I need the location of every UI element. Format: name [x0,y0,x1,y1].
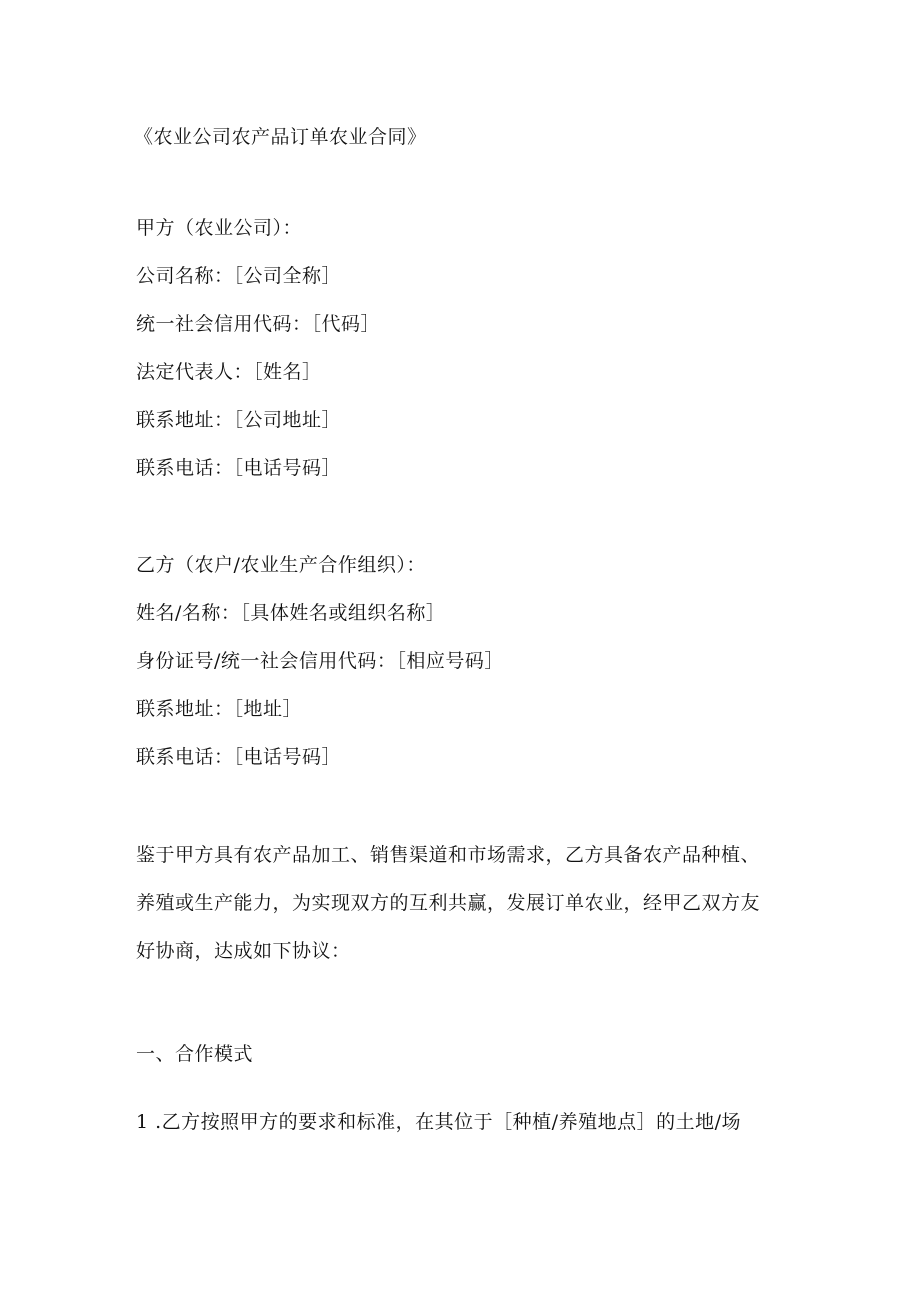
party-a-address: 联系地址：［公司地址］ [136,409,342,431]
section-item-1: 1 .乙方按照甲方的要求和标准，在其位于［种植/养殖地点］的土地/场 [136,1111,741,1133]
preamble-line-2: 养殖或生产能力，为实现双方的互利共赢，发展订单农业，经甲乙双方友 [136,892,761,914]
party-b-heading: 乙方（农户/农业生产合作组织）： [136,554,426,576]
party-a-company-name: 公司名称：［公司全称］ [136,265,342,287]
party-a-credit-code: 统一社会信用代码：［代码］ [136,313,381,335]
party-b-address: 联系地址：［地址］ [136,698,303,720]
preamble-line-1: 鉴于甲方具有农产品加工、销售渠道和市场需求，乙方具备农产品种植、 [136,844,761,866]
party-b-id-code: 身份证号/统一社会信用代码：［相应号码］ [136,650,504,672]
party-b-phone: 联系电话：［电话号码］ [136,746,342,768]
document-title: 《农业公司农产品订单农业合同》 [134,126,427,148]
party-a-heading: 甲方（农业公司）： [136,217,303,239]
party-a-phone: 联系电话：［电话号码］ [136,457,342,479]
party-b-name: 姓名/名称：［具体姓名或组织名称］ [136,602,446,624]
party-a-legal-rep: 法定代表人：［姓名］ [136,361,322,383]
preamble-line-3: 好协商，达成如下协议： [136,940,351,962]
section-heading: 一、合作模式 [136,1043,254,1065]
